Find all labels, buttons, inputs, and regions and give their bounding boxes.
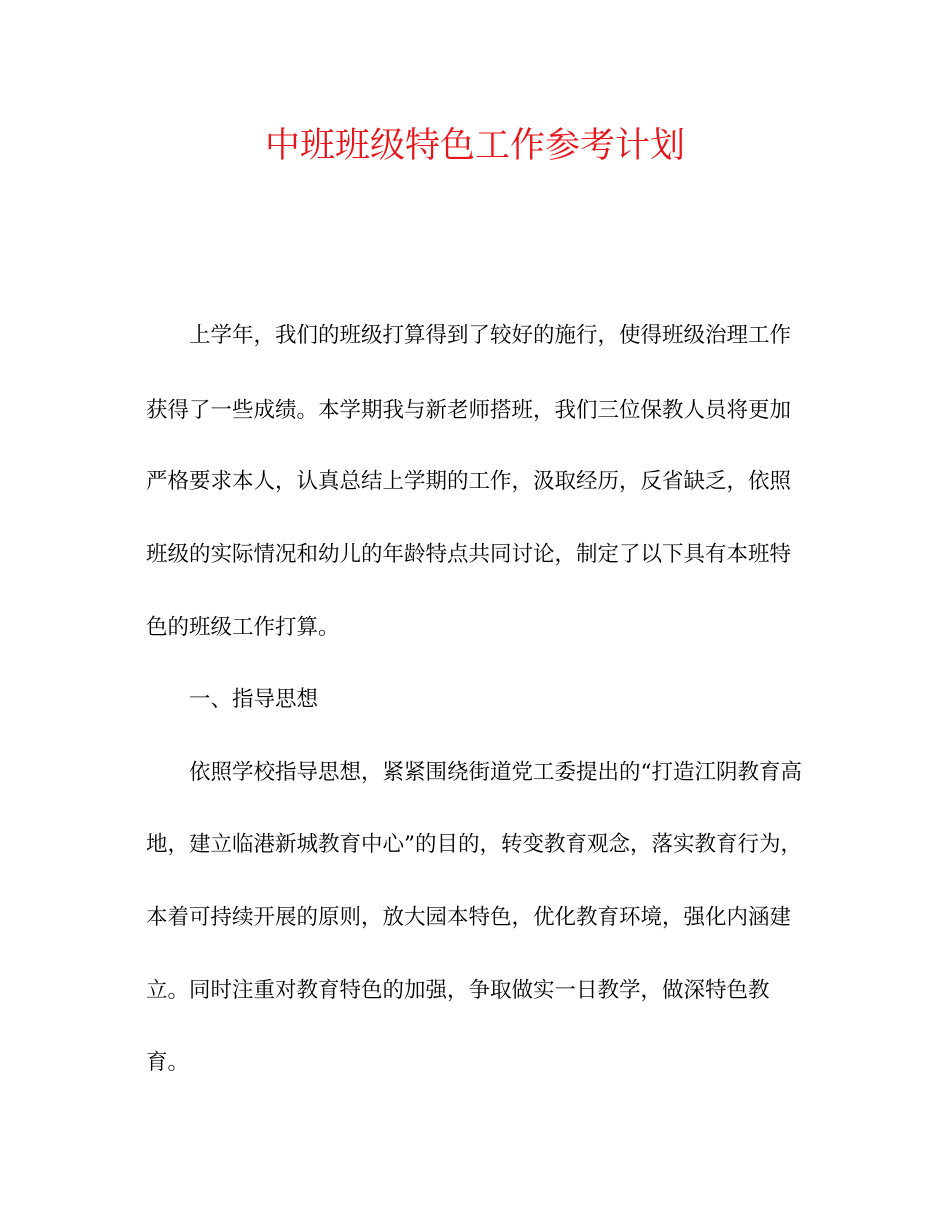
paragraph-line: 上学年，我们的班级打算得到了较好的施行，使得班级治理工作 — [189, 323, 792, 348]
paragraph-line: 色的班级工作打算。 — [146, 615, 340, 640]
document-title: 中班班级特色工作参考计划 — [264, 126, 685, 166]
paragraph-line: 严格要求本人，认真总结上学期的工作，汲取经历，反省缺乏，依照 — [146, 469, 792, 494]
paragraph-line: 地，建立临港新城教育中心”的目的，转变教育观念，落实教育行为， — [146, 832, 802, 857]
paragraph-line: 依照学校指导思想，紧紧围绕街道党工委提出的“打造江阴教育高 — [189, 760, 802, 785]
section-heading: 一、指导思想 — [189, 687, 319, 712]
paragraph-line: 本着可持续开展的原则，放大园本特色，优化教育环境，强化内涵建 — [146, 905, 792, 930]
paragraph-line: 育。 — [146, 1050, 190, 1075]
paragraph-line: 立。同时注重对教育特色的加强，争取做实一日教学，做深特色教 — [146, 978, 770, 1003]
paragraph-line: 班级的实际情况和幼儿的年龄特点共同讨论，制定了以下具有本班特 — [146, 542, 792, 567]
paragraph-line: 获得了一些成绩。本学期我与新老师搭班，我们三位保教人员将更加 — [146, 398, 792, 423]
